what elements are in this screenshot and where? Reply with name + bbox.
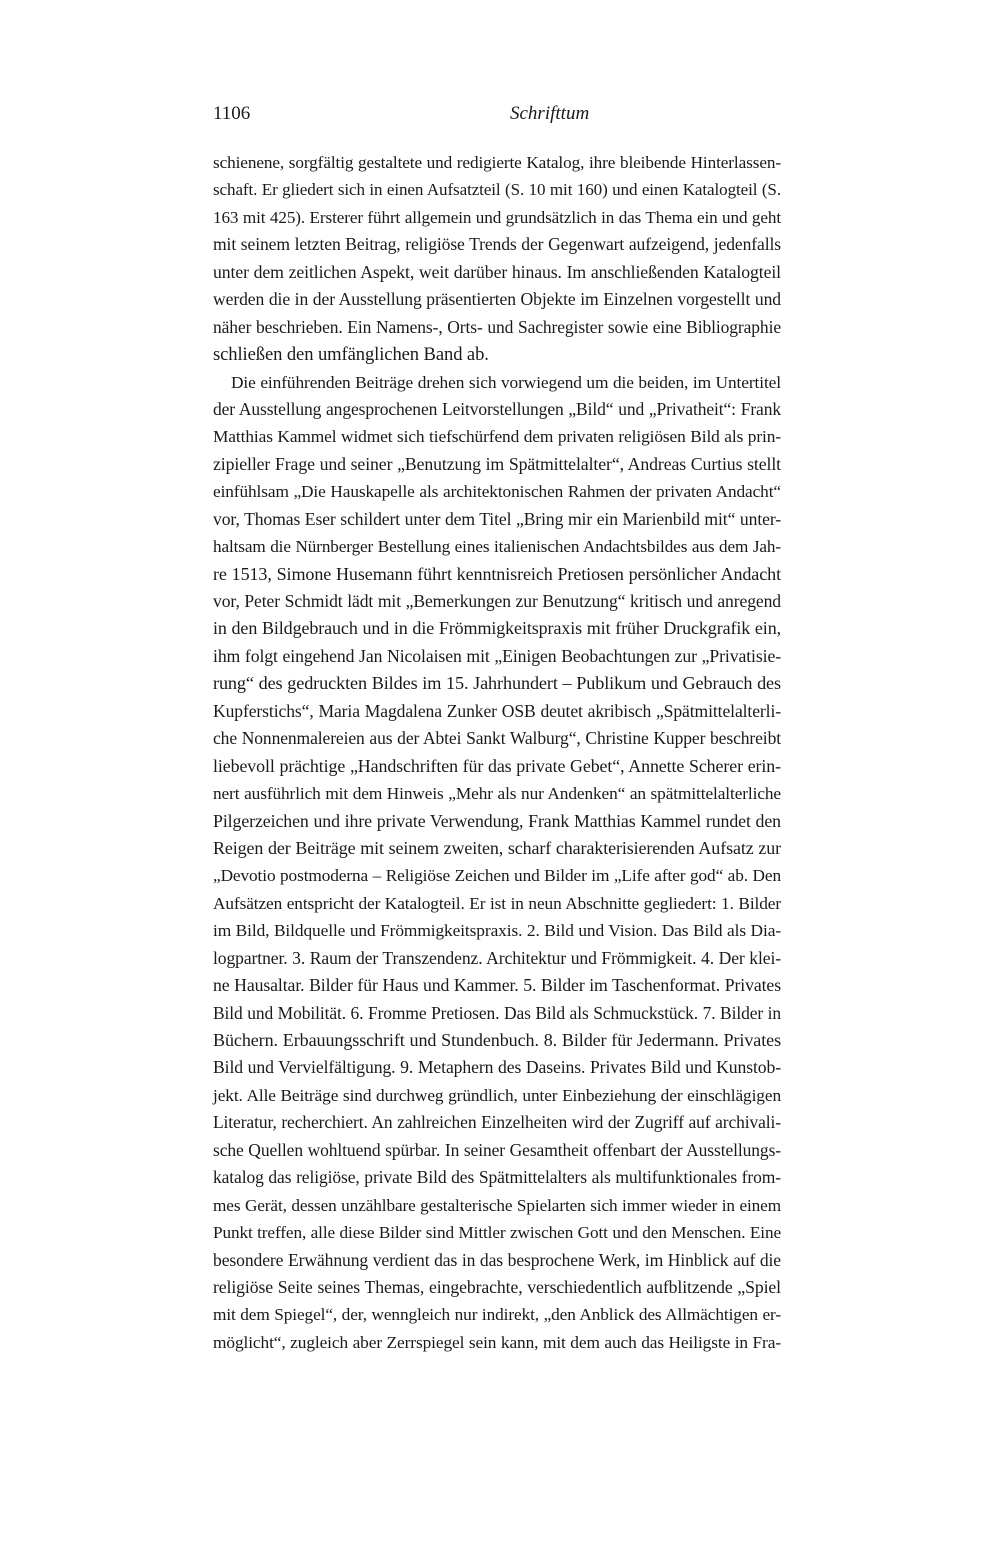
text-line: 163 mit 425). Ersterer führt allgemein und grundsätzlich in das Thema ein und geht: [213, 207, 781, 227]
running-head: Schrifttum: [510, 103, 590, 124]
text-line: schließen den umfänglichen Band ab.: [213, 344, 489, 366]
text-line: katalog das religiöse, private Bild des Spätmittelalters als multifunktionales from-: [213, 1167, 781, 1188]
text-line: logpartner. 3. Raum der Transzendenz. Architektur und Frömmigkeit. 4. Der klei-: [213, 947, 781, 968]
text-line: ne Hausaltar. Bilder für Haus und Kammer. 5. Bilder im Taschenformat. Privates: [213, 975, 781, 996]
text-line: Bild und Mobilität. 6. Fromme Pretiosen. Das Bild als Schmuckstück. 7. Bilder in: [213, 1002, 781, 1023]
text-line: mes Gerät, dessen unzählbare gestalterische Spielarten sich immer wieder in einem: [213, 1195, 781, 1215]
text-line: Punkt treffen, alle diese Bilder sind Mittler zwischen Gott und den Menschen. Eine: [213, 1223, 781, 1243]
text-line: Matthias Kammel widmet sich tiefschürfend dem privaten religiösen Bild als prin-: [213, 427, 781, 447]
text-line: re 1513, Simone Husemann führt kenntnisreich Pretiosen persönlicher Andacht: [213, 563, 781, 584]
text-line: in den Bildgebrauch und in die Frömmigkeitspraxis mit früher Druckgrafik ein,: [213, 618, 781, 639]
text-line: einfühlsam „Die Hauskapelle als architektonischen Rahmen der privaten Andacht“: [213, 482, 781, 502]
text-line: Kupferstichs“, Maria Magdalena Zunker OSB deutet akribisch „Spätmittelalterli-: [213, 700, 781, 721]
text-line: rung“ des gedruckten Bildes im 15. Jahrhundert – Publikum und Gebrauch des: [213, 673, 781, 694]
text-line: nert ausführlich mit dem Hinweis „Mehr als nur Andenken“ an spätmittelalterliche: [213, 784, 781, 804]
text-line: Literatur, recherchiert. An zahlreichen Einzelheiten wird der Zugriff auf archivali-: [213, 1112, 781, 1133]
text-line: mit seinem letzten Beitrag, religiöse Trends der Gegenwart aufzeigend, jedenfalls: [213, 234, 781, 255]
text-line: sche Quellen wohltuend spürbar. In seiner Gesamtheit offenbart der Ausstellungs-: [213, 1139, 781, 1160]
text-line: unter dem zeitlichen Aspekt, weit darüber hinaus. Im anschließenden Katalogteil: [213, 261, 781, 282]
text-line: möglicht“, zugleich aber Zerrspiegel sein kann, mit dem auch das Heiligste in Fra-: [213, 1332, 781, 1352]
text-line: religiöse Seite seines Themas, eingebrachte, verschiedentlich aufblitzende „Spiel: [213, 1276, 781, 1297]
text-line: che Nonnenmalereien aus der Abtei Sankt Walburg“, Christine Kupper beschreibt: [213, 728, 781, 749]
text-line: Aufsätzen entspricht der Katalogteil. Er ist in neun Abschnitte gegliedert: 1. Bilder: [213, 893, 781, 913]
text-line: besondere Erwähnung verdient das in das besprochene Werk, im Hinblick auf die: [213, 1249, 781, 1270]
text-line: Reigen der Beiträge mit seinem zweiten, scharf charakterisierenden Aufsatz zur: [213, 837, 781, 858]
text-line: Pilgerzeichen und ihre private Verwendung, Frank Matthias Kammel rundet den: [213, 810, 781, 831]
text-line: Büchern. Erbauungsschrift und Stundenbuch. 8. Bilder für Jedermann. Privates: [213, 1030, 781, 1050]
text-line: vor, Thomas Eser schildert unter dem Titel „Bring mir ein Marienbild mit“ unter-: [213, 508, 781, 529]
text-line: Die einführenden Beiträge drehen sich vorwiegend um die beiden, im Untertitel: [231, 372, 781, 392]
text-line: „Devotio postmoderna – Religiöse Zeichen und Bilder im „Life after god“ ab. Den: [213, 866, 781, 886]
text-line: näher beschrieben. Ein Namens-, Orts- und Sachregister sowie eine Bibliographie: [213, 316, 781, 337]
text-line: werden die in der Ausstellung präsentierten Objekte im Einzelnen vorgestellt und: [213, 289, 781, 310]
text-line: liebevoll prächtige „Handschriften für das private Gebet“, Annette Scherer erin-: [213, 755, 781, 776]
text-line: haltsam die Nürnberger Bestellung eines italienischen Andachtsbildes aus dem Jah-: [213, 537, 781, 557]
body-text: [213, 149, 781, 1356]
text-line: ihm folgt eingehend Jan Nicolaisen mit „Einigen Beobachtungen zur „Privatisie-: [213, 645, 781, 666]
text-line: Bild und Vervielfältigung. 9. Metaphern des Daseins. Privates Bild und Kunstob-: [213, 1057, 781, 1078]
text-line: der Ausstellung angesprochenen Leitvorstellungen „Bild“ und „Privatheit“: Frank: [213, 398, 781, 419]
text-line: vor, Peter Schmidt lädt mit „Bemerkungen zur Benutzung“ kritisch und anregend: [213, 591, 781, 611]
text-line: schienene, sorgfältig gestaltete und redigierte Katalog, ihre bleibende Hinterlassen-: [213, 153, 781, 172]
text-line: im Bild, Bildquelle und Frömmigkeitspraxis. 2. Bild und Vision. Das Bild als Dia-: [213, 921, 781, 941]
text-line: mit dem Spiegel“, der, wenngleich nur indirekt, „den Anblick des Allmächtigen er-: [213, 1305, 781, 1325]
text-line: jekt. Alle Beiträge sind durchweg gründlich, unter Einbeziehung der einschlägigen: [213, 1085, 781, 1105]
text-line: schaft. Er gliedert sich in einen Aufsatzteil (S. 10 mit 160) und einen Katalogteil (S.: [213, 180, 781, 200]
text-line: zipieller Frage und seiner „Benutzung im Spätmittelalter“, Andreas Curtius stellt: [213, 453, 781, 474]
page-number: 1106: [213, 103, 251, 124]
page-header: [213, 102, 781, 130]
